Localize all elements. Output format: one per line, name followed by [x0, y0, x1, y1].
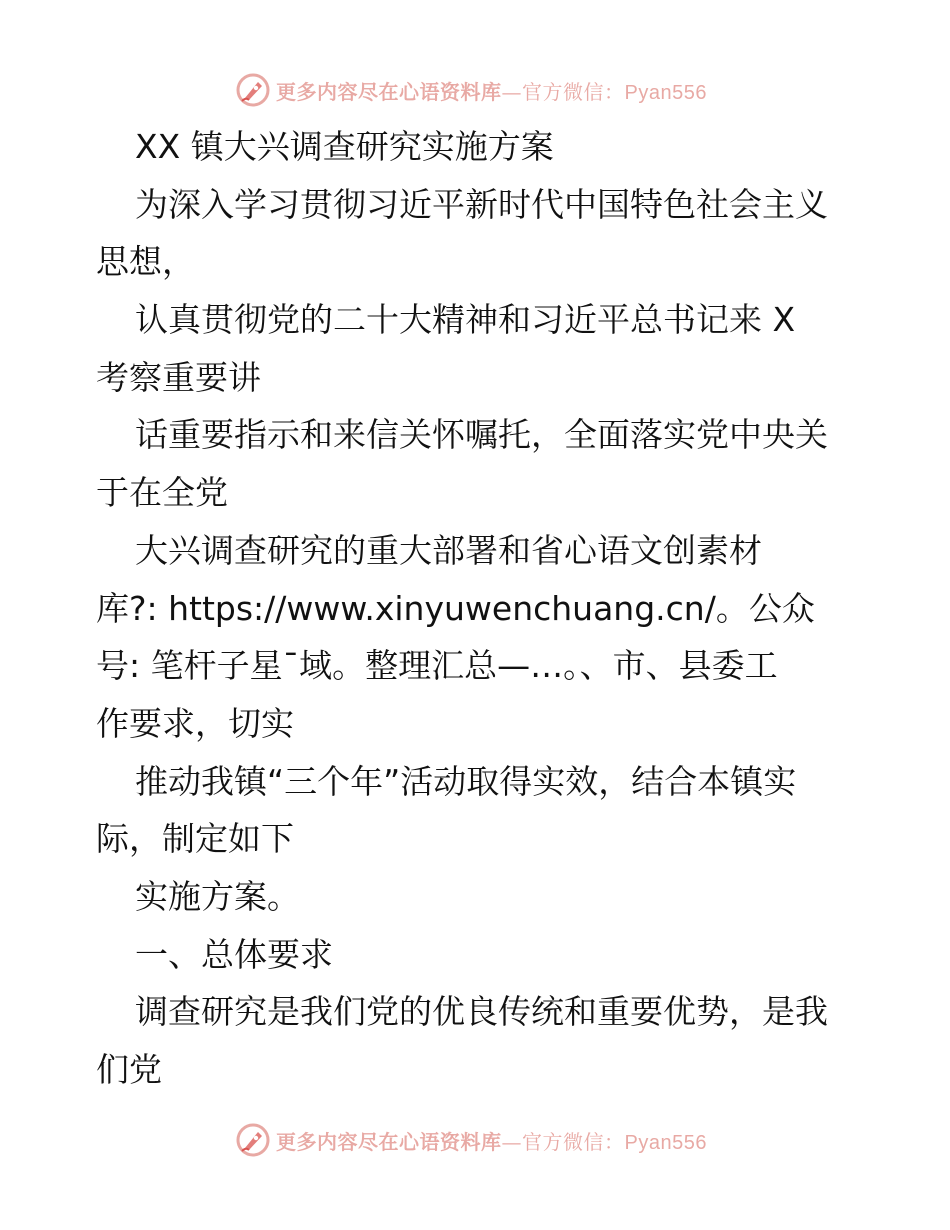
text-line: 思想， [96, 242, 195, 282]
document-title: XX 镇大兴调查研究实施方案 [135, 127, 554, 166]
watermark-dash: — [501, 1129, 522, 1154]
text-line: 调查研究是我们党的优良传统和重要优势，是我 [135, 992, 828, 1032]
watermark-text [276, 1126, 707, 1155]
watermark-official: 官方微信： [522, 1129, 625, 1154]
text-line: 大兴调查研究的重大部署和省心语文创素材 [135, 530, 762, 570]
watermark-brand: 更多内容尽在心语资料库 [276, 1129, 502, 1154]
text-line: 认真贯彻党的二十大精神和习近平总书记来 X [135, 300, 796, 340]
text-line: 考察重要讲 [96, 357, 261, 397]
text-line: 话重要指示和来信关怀嘱托，全面落实党中央关 [135, 415, 828, 455]
watermark-official: 官方微信： [522, 79, 625, 104]
text-line: 实施方案。 [135, 876, 300, 916]
text-line: 作要求，切实 [96, 703, 294, 743]
section-heading: 一、总体要求 [135, 934, 333, 974]
watermark-brand: 更多内容尽在心语资料库 [276, 79, 502, 104]
text-line: 们党 [96, 1050, 162, 1089]
text-line: 于在全党 [96, 473, 228, 513]
watermark-wechat-id: Pyan556 [624, 81, 707, 104]
pen-nib-logo-icon [236, 1123, 270, 1157]
watermark-dash: — [501, 79, 522, 104]
text-line: 号: 笔杆子星¯域。整理汇总—…。、市、县委工 [96, 646, 778, 686]
footer-watermark [236, 1122, 716, 1158]
text-line: 际，制定如下 [96, 819, 294, 859]
pen-nib-logo-icon [236, 73, 270, 107]
text-line: 为深入学习贯彻习近平新时代中国特色社会主义 [135, 184, 828, 224]
text-line: 推动我镇“三个年”活动取得实效，结合本镇实 [135, 761, 797, 801]
document-body [96, 118, 876, 1099]
text-line-url: 库?: https://www.xinyuwenchuang.cn/。公众 [96, 588, 815, 628]
watermark-wechat-id: Pyan556 [624, 1131, 707, 1154]
header-watermark [236, 72, 716, 108]
watermark-text [276, 76, 707, 105]
